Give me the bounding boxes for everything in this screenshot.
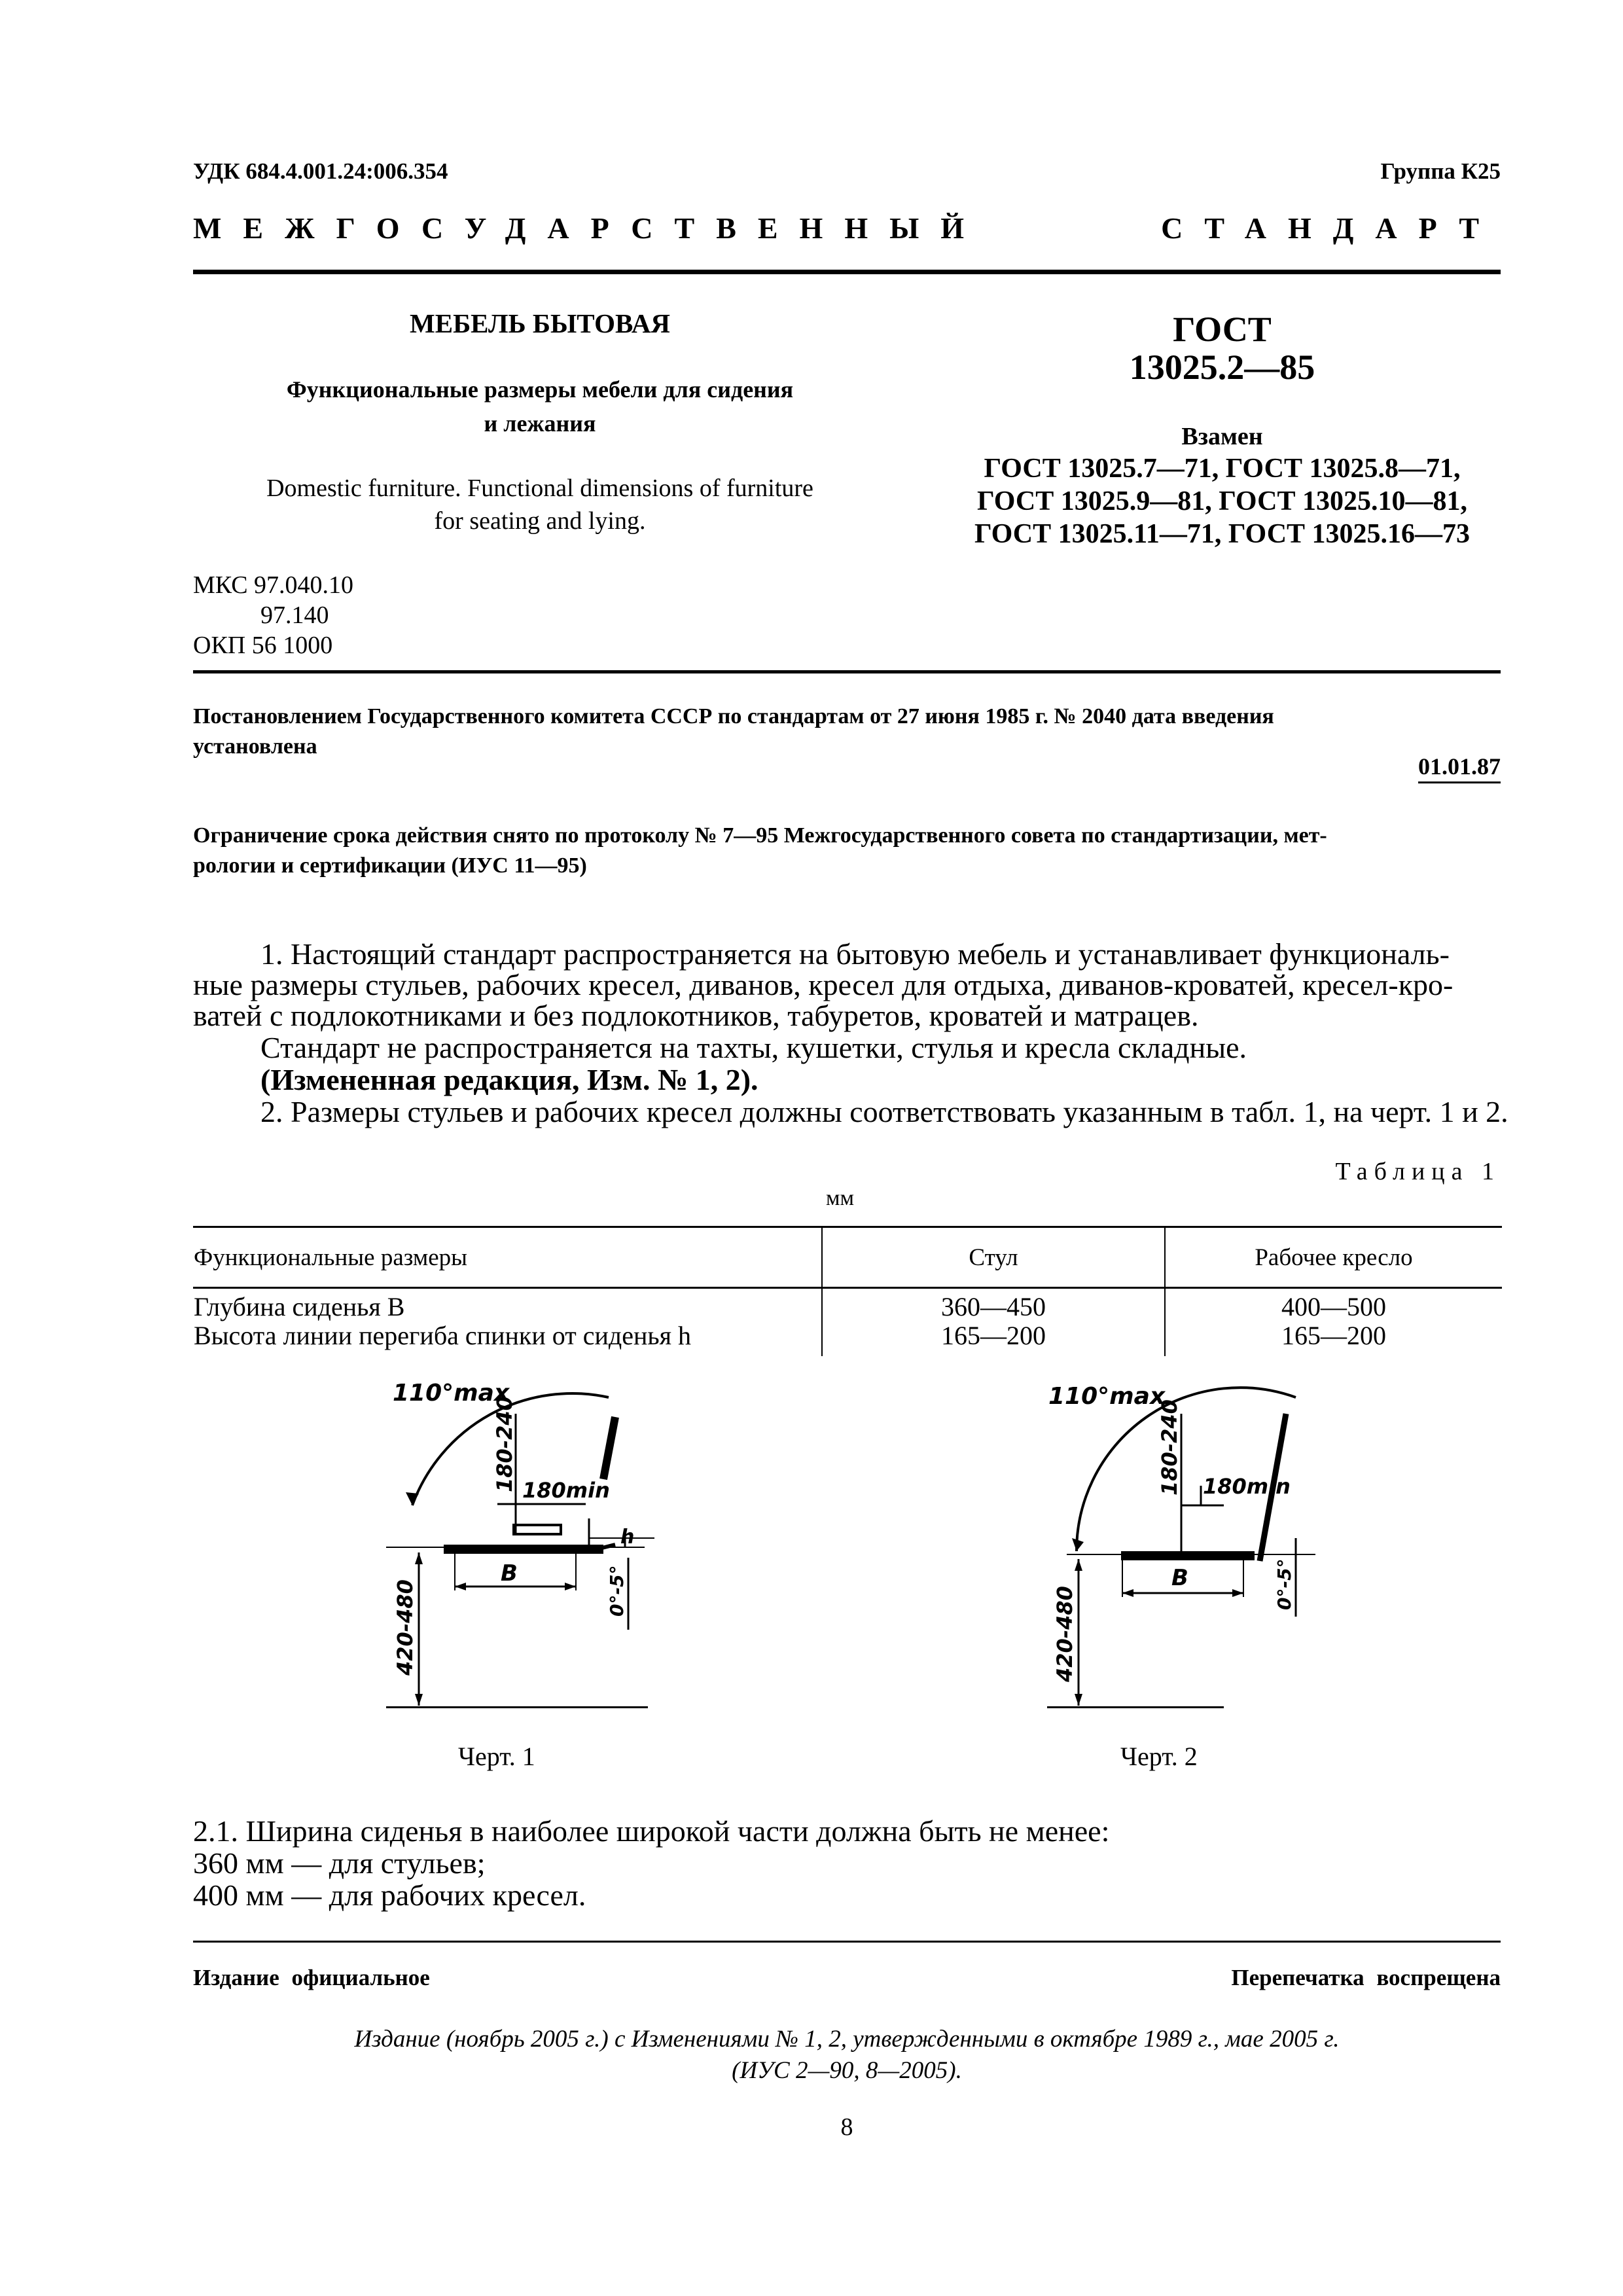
paragraph-2-1-work-chairs: 400 мм — для рабочих кресел. [193,1878,586,1912]
paragraph-1-line3: ватей с подлокотниками и без подлокотников, табуретов, кроватей и матрацев. [193,999,1199,1032]
depth-label: B [501,1560,518,1587]
replaces-line2: ГОСТ 13025.9—81, ГОСТ 13025.10—81, [977,486,1467,516]
okp-code: ОКП 56 1000 [193,632,333,659]
amendment-note: (Измененная редакция, Изм. № 1, 2). [260,1063,758,1096]
seat [1122,1552,1253,1559]
replaces-line3: ГОСТ 13025.11—71, ГОСТ 13025.16—73 [974,519,1471,549]
mks-code-line1: МКС 97.040.10 [193,571,354,599]
backrest [603,1417,615,1479]
height-label: 420-480 [1052,1586,1077,1682]
gost-number: 13025.2—85 [1129,348,1315,387]
english-title-line1: Domestic furniture. Functional dimensions of furniture [266,475,813,502]
back-min-label: 180min [522,1478,610,1503]
table-row [193,1288,1502,1357]
effective-date: 01.01.87 [1418,753,1501,783]
page-number: 8 [840,2113,853,2141]
depth-label: B [1171,1565,1188,1591]
table-cell: 400—500 [1281,1292,1386,1321]
subtitle-line2: и лежания [484,410,596,437]
table-cell: 360—450 [941,1292,1046,1321]
decree-line1: Постановлением Государственного комитета СССР по стандартам от 27 июня 1985 г. № 2040 дата введения [193,704,1274,728]
table-header-row [193,1227,1502,1288]
table-cell: Высота линии перегиба спинки от сиденья h [194,1321,691,1350]
figure-2-caption: Черт. 2 [1120,1742,1198,1771]
lumbar-support [514,1525,561,1534]
udk-code: УДК 684.4.001.24:006.354 [193,158,448,184]
paragraph-2-1: 2.1. Ширина сиденья в наиболее широкой части должна быть не менее: [193,1814,1110,1848]
table-header-cell: Рабочее кресло [1165,1227,1502,1288]
reprint-notice: Перепечатка воспрещена [1231,1965,1501,1990]
table-unit: мм [826,1186,855,1210]
replaces-line1: ГОСТ 13025.7—71, ГОСТ 13025.8—71, [984,454,1461,484]
document-title: МЕБЕЛЬ БЫТОВАЯ [410,308,670,338]
angle-label: 110°max [393,1381,510,1407]
paragraph-2-1-chairs: 360 мм — для стульев; [193,1846,486,1880]
standard-banner: МЕЖГОСУДАРСТВЕННЫЙ СТАНДАРТ [193,211,1501,245]
top-rule [193,270,1501,274]
table-cell: 165—200 [1281,1321,1386,1350]
replaces-label: Взамен [1181,423,1263,450]
h-label: h [620,1526,635,1549]
mks-code-line2: 97.140 [260,601,329,629]
table-header-cell: Функциональные размеры [193,1227,822,1288]
footer-rule [193,1941,1501,1943]
angle-label: 110°max [1048,1383,1166,1410]
tilt-label: 0°-5° [606,1565,628,1617]
english-title-line2: for seating and lying. [434,507,646,535]
edition-note-line1: Издание (ноябрь 2005 г.) с Изменениями № 1, 2, утвержденными в октябре 1989 г., мае 2005 г. [354,2026,1340,2053]
table-cell: Глубина сиденья B [194,1292,405,1321]
title-rule [193,670,1501,673]
back-height-label: 180-240 [492,1396,517,1492]
gost-label: ГОСТ [1173,310,1272,349]
back-min-label: 180min [1203,1474,1291,1499]
paragraph-1-line2: ные размеры стульев, рабочих кресел, диванов, кресел для отдыха, диванов-кроватей, кресел-кро- [193,968,1454,1001]
angle-arc [1077,1388,1296,1551]
table-cell: 165—200 [941,1321,1046,1350]
paragraph-scope-exclusion: Стандарт не распространяется на тахты, кушетки, стулья и кресла складные. [260,1031,1247,1064]
subtitle-line1: Функциональные размеры мебели для сидения [286,376,794,403]
figure-1-caption: Черт. 1 [458,1742,535,1771]
limitation-line2: рологии и сертификации (ИУС 11—95) [193,853,587,878]
work-chair-drawing [1034,1381,1335,1708]
chair-drawing [366,1381,694,1708]
back-height-label: 180-240 [1157,1399,1182,1496]
group-code: Группа К25 [1380,158,1501,184]
table-cell-work-chair [1165,1288,1502,1357]
table-header-cell: Стул [822,1227,1165,1288]
table-caption: Таблица 1 [1335,1158,1501,1185]
limitation-line1: Ограничение срока действия снято по протоколу № 7—95 Межгосударственного совета по стандартизации, мет- [193,823,1327,848]
paragraph-1-line1: 1. Настоящий стандарт распространяется на бытовую мебель и устанавливает функциональ- [260,937,1450,971]
tilt-label: 0°-5° [1274,1558,1295,1610]
paragraph-2: 2. Размеры стульев и рабочих кресел должны соответствовать указанным в табл. 1, на черт. 1 и 2. [260,1095,1508,1128]
decree-line2: установлена [193,734,317,759]
official-edition-label: Издание официальное [193,1965,430,1990]
table-cell-chair [822,1288,1165,1357]
table-cell-parameters [193,1288,822,1357]
height-label: 420-480 [393,1579,418,1676]
edition-note-line2: (ИУС 2—90, 8—2005). [732,2057,962,2084]
dimensions-table [193,1226,1502,1356]
